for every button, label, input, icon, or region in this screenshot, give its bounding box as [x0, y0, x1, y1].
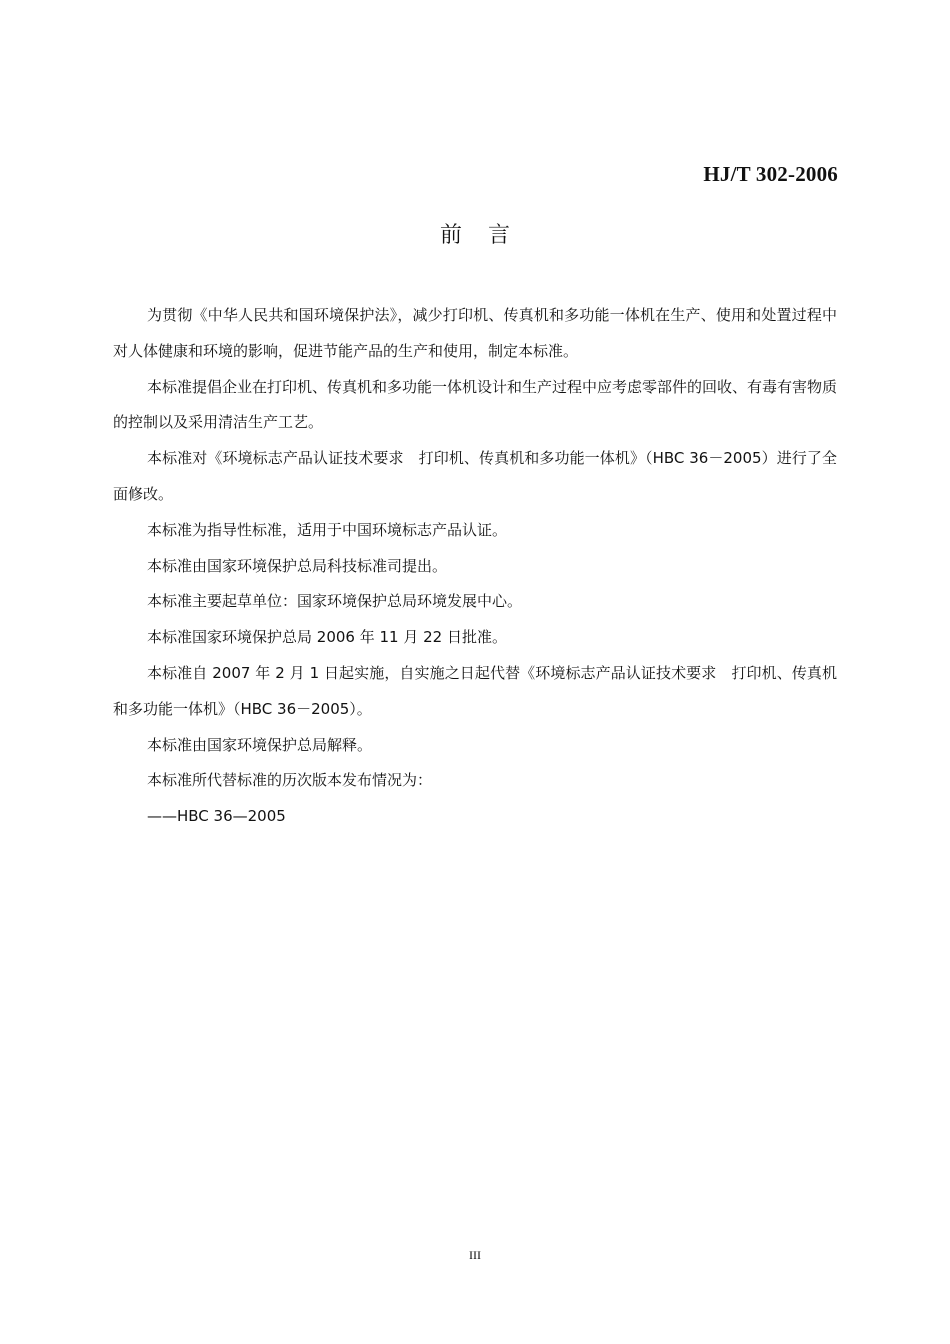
paragraph: 本标准由国家环境保护总局科技标准司提出。: [147, 556, 448, 575]
paragraph: 为贯彻《中华人民共和国环境保护法》，减少打印机、传真机和多功能一体机在生产、使用和处置过程中对人体健康和环境的影响，促进节能产品的生产和使用，制定本标准。: [113, 306, 837, 360]
paragraph: 本标准国家环境保护总局 2006 年 11 月 22 日批准。: [147, 628, 507, 647]
page-title: 前言: [439, 223, 536, 248]
page-number: III: [469, 1248, 481, 1262]
paragraph: 本标准自 2007 年 2 月 1 日起实施，自实施之日起代替《环境标志产品认证技术要求 打印机、传真机和多功能一体机》（HBC 36－2005）。: [113, 663, 837, 718]
paragraph: 本标准为指导性标准，适用于中国环境标志产品认证。: [147, 520, 508, 539]
paragraph: 本标准对《环境标志产品认证技术要求 打印机、传真机和多功能一体机》（HBC 36－2005）进行了全面修改。: [113, 449, 837, 503]
standard-code: HJ/T 302-2006: [703, 162, 838, 186]
paragraph: 本标准提倡企业在打印机、传真机和多功能一体机设计和生产过程中应考虑零部件的回收、有毒有害物质的控制以及采用清洁生产工艺。: [113, 377, 838, 432]
paragraph: ——HBC 36—2005: [147, 807, 286, 826]
paragraph: 本标准主要起草单位：国家环境保护总局环境发展中心。: [147, 592, 523, 611]
paragraph: 本标准由国家环境保护总局解释。: [147, 735, 373, 754]
paragraph: 本标准所代替标准的历次版本发布情况为：: [147, 771, 433, 790]
foreword-body: [113, 298, 837, 835]
